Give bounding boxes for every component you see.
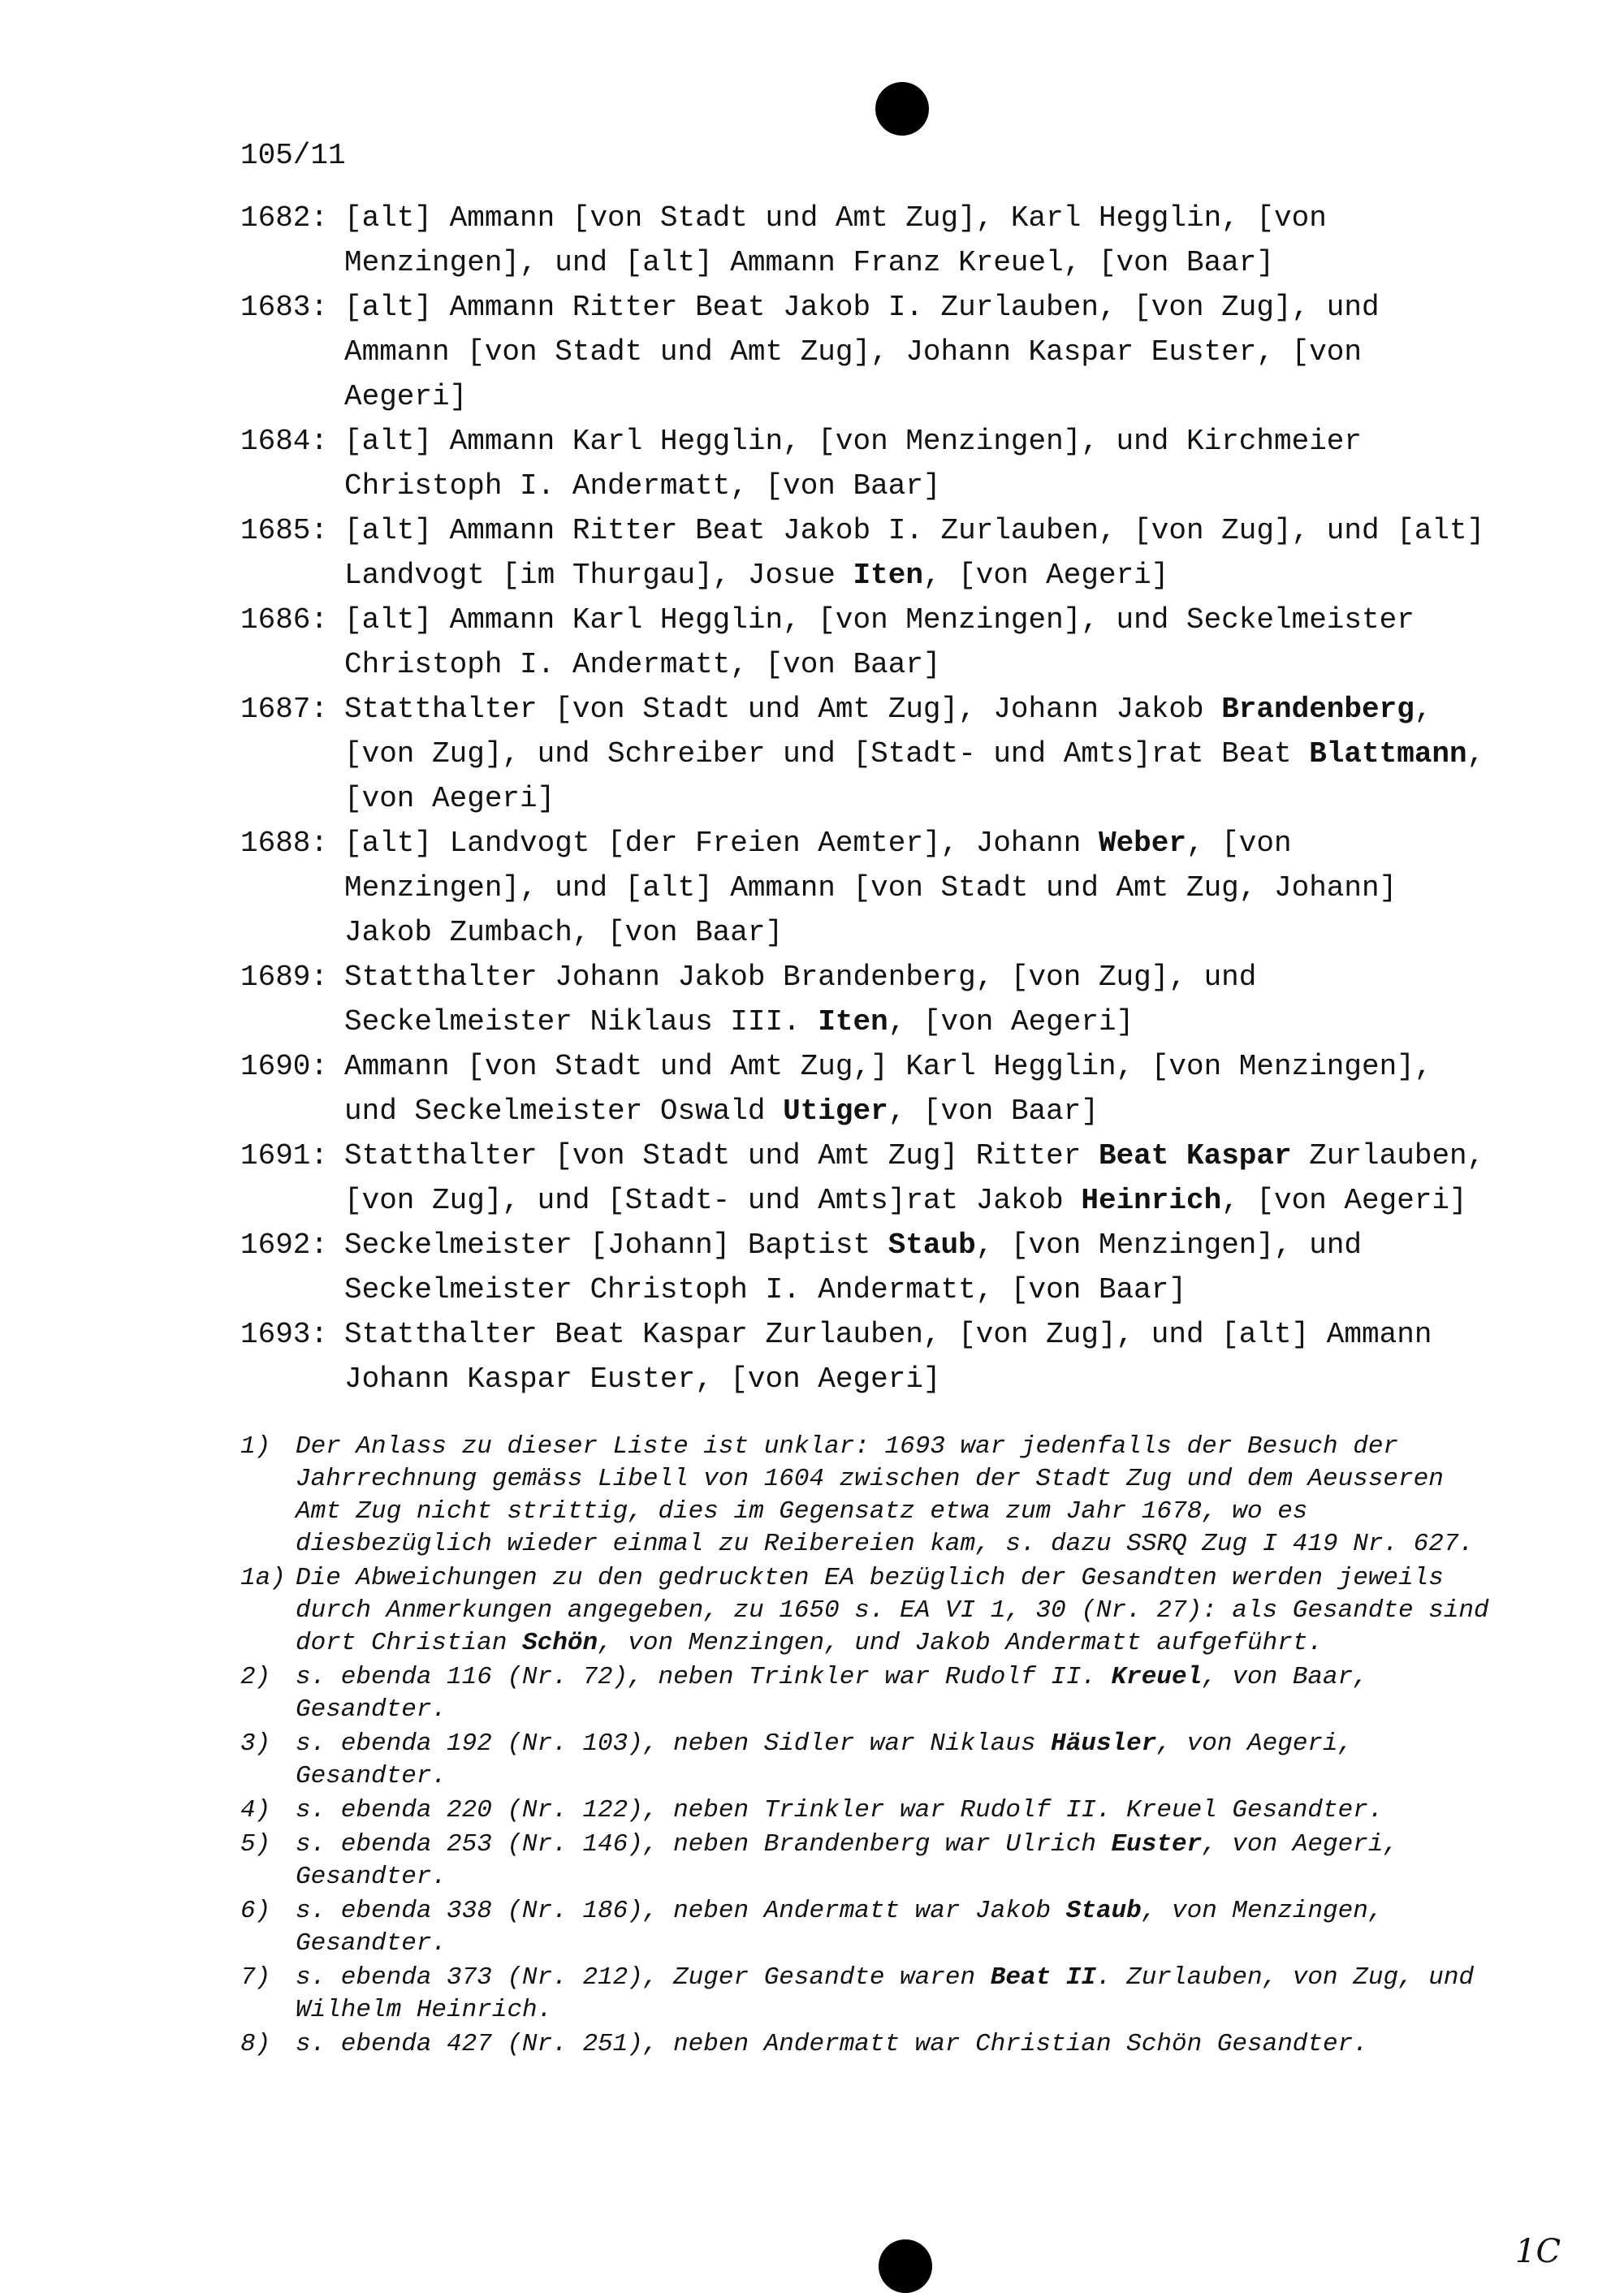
entry-text [344,1223,1491,1312]
bold-name: Staub [1065,1897,1142,1925]
entry-row [240,508,1491,598]
text-segment: , [von Menzingen], und [alt] Ammann [von Stadt und Amt Zug, Johann] Jakob Zumbach, [von Baar] [344,827,1397,949]
text-segment: Statthalter Beat Kaspar Zurlauben, [von Zug], und [alt] Ammann Johann Kaspar Euster, [von Aegeri] [344,1318,1432,1396]
footnote-mark: 5) [240,1830,271,1859]
text-segment: [alt] Ammann Karl Hegglin, [von Menzingen], und Seckelmeister Christoph I. Andermatt, [von Baar] [344,603,1415,681]
text-segment: s. ebenda 116 (Nr. 72), neben Trinkler war Rudolf II. [296,1663,1096,1691]
footnote-mark: 6) [240,1897,271,1925]
text-segment: , [von Aegeri] [344,737,1485,815]
bold-name: Blattmann [1309,737,1467,771]
entry-year: 1688: [240,827,329,860]
text-segment: , von Menzingen, und Jakob Andermatt aufgeführt. [598,1629,1324,1657]
text-segment: , [von Aegeri] [888,1005,1134,1039]
entry-year: 1692: [240,1229,329,1262]
text-segment: s. ebenda 220 (Nr. 122), neben Trinkler war Rudolf II. Kreuel Gesandter. [296,1796,1384,1824]
footnote-mark: 8) [240,2030,271,2058]
punch-hole-top [875,82,929,136]
entry-text [344,955,1491,1044]
entry-list [240,196,1491,1401]
text-segment: s. ebenda 373 (Nr. 212), Zuger Gesandte waren [296,1963,976,1992]
text-segment: [alt] Ammann Ritter Beat Jakob I. Zurlauben, [von Zug], und Ammann [von Stadt und Amt Zug], Johann Kaspar Euster, [von Aegeri] [344,291,1380,413]
footnote [240,1829,1491,1894]
footnote-mark: 7) [240,1963,271,1992]
punch-hole-bottom [879,2239,932,2293]
entry-year: 1683: [240,291,329,324]
text-segment: , [von Menzingen], und Seckelmeister Christoph I. Andermatt, [von Baar] [344,1229,1363,1306]
bold-name: Schön [522,1629,598,1657]
handwritten-page-mark: 1C [1515,2233,1561,2270]
text-segment: Ammann [von Stadt und Amt Zug,] Karl Hegglin, [von Menzingen], und Seckelmeister Oswald [344,1050,1432,1128]
footnote-text [296,1728,1491,1793]
entry-text [344,821,1491,955]
text-segment: Seckelmeister [Johann] Baptist [344,1229,871,1262]
bold-name: Iten [853,559,923,592]
footnote-text [296,1431,1491,1561]
text-segment: . Zurlauben, von Zug, und Wilhelm Heinrich. [296,1963,1475,2024]
footnote [240,2028,1491,2061]
text-segment: , [von Baar] [888,1095,1099,1128]
text-segment: , von Aegeri, Gesandter. [296,1830,1399,1891]
footnote-list [240,1431,1491,2062]
text-segment: [alt] Ammann [von Stadt und Amt Zug], Karl Hegglin, [von Menzingen], und [alt] Ammann Franz Kreuel, [von Baar] [344,201,1327,279]
text-segment: Statthalter [von Stadt und Amt Zug], Johann Jakob [344,693,1204,726]
bold-name: Kreuel [1111,1663,1203,1691]
entry-row [240,1134,1491,1223]
footnote-text [296,1562,1491,1660]
footnote [240,1431,1491,1561]
bold-name: Utiger [783,1095,888,1128]
entry-row [240,1044,1491,1134]
footnote-text [296,1661,1491,1726]
footnote [240,1661,1491,1726]
bold-name: Staub [888,1229,976,1262]
footnote-mark: 2) [240,1663,271,1691]
entry-row [240,687,1491,821]
entry-year: 1685: [240,514,329,547]
text-segment: s. ebenda 253 (Nr. 146), neben Brandenberg war Ulrich [296,1830,1096,1859]
entry-row [240,285,1491,419]
text-segment: , [von Aegeri] [922,559,1169,592]
text-segment: , von Menzingen, Gesandter. [296,1897,1384,1958]
bold-name: Weber [1098,827,1186,860]
text-segment: , von Aegeri, Gesandter. [296,1729,1354,1790]
entry-row [240,196,1491,285]
footnote-mark: 1a) [240,1564,286,1592]
entry-text [344,598,1491,687]
text-segment: , von Baar, Gesandter. [296,1663,1368,1724]
text-segment: Zurlauben, [von Zug], und [Stadt- und Amts]rat Jakob [344,1139,1485,1217]
entry-text [344,1044,1491,1134]
bold-name: Heinrich [1081,1184,1222,1217]
footnote [240,1728,1491,1793]
footnote [240,1794,1491,1827]
footnote [240,1562,1491,1660]
entry-text [344,196,1491,285]
entry-text [344,419,1491,508]
bold-name: Beat II [990,1963,1096,1992]
entry-year: 1689: [240,961,329,994]
entry-row [240,821,1491,955]
footnote-text [296,1794,1491,1827]
footnote-text [296,1895,1491,1960]
footnote-mark: 4) [240,1796,271,1824]
footnote-text [296,2028,1491,2061]
entry-year: 1682: [240,201,329,235]
footnote [240,1962,1491,2027]
text-segment: , [von Zug], und Schreiber und [Stadt- und Amts]rat Beat [344,693,1432,771]
bold-name: Euster [1111,1830,1203,1859]
entry-year: 1693: [240,1318,329,1351]
text-segment: [alt] Landvogt [der Freien Aemter], Johann [344,827,1082,860]
footnote-mark: 3) [240,1729,271,1758]
bold-name: Häusler [1051,1729,1157,1758]
entry-year: 1684: [240,425,329,458]
footnote-text [296,1829,1491,1894]
text-segment: s. ebenda 427 (Nr. 251), neben Andermatt war Christian Schön Gesandter. [296,2030,1368,2058]
entry-row [240,1312,1491,1401]
text-segment: Statthalter [von Stadt und Amt Zug] Ritter [344,1139,1082,1172]
text-segment: , [von Aegeri] [1221,1184,1467,1217]
text-segment: Statthalter Johann Jakob Brandenberg, [von Zug], und Seckelmeister Niklaus III. [344,961,1257,1039]
footnote [240,1895,1491,1960]
footnote-mark: 1) [240,1432,271,1461]
text-segment: Die Abweichungen zu den gedruckten EA bezüglich der Gesandten werden jeweils durch Anmerkungen angegeben, zu 1650 s. EA VI 1, 30 (Nr. 27): als Gesandte sind dort Christian [296,1564,1489,1657]
text-segment: [alt] Ammann Ritter Beat Jakob I. Zurlauben, [von Zug], und [alt] Landvogt [im Thurgau], Josue [344,514,1485,592]
entry-text [344,687,1491,821]
entry-year: 1687: [240,693,329,726]
entry-text [344,1134,1491,1223]
bold-name: Brandenberg [1221,693,1415,726]
text-segment: s. ebenda 192 (Nr. 103), neben Sidler war Niklaus [296,1729,1036,1758]
entry-row [240,955,1491,1044]
entry-year: 1686: [240,603,329,637]
entry-row [240,598,1491,687]
footnote-text [296,1962,1491,2027]
entry-year: 1690: [240,1050,329,1083]
text-segment: Der Anlass zu dieser Liste ist unklar: 1693 war jedenfalls der Besuch der Jahrrechnung gemäss Libell von 1604 zwischen der Stadt Zug und dem Aeusseren Amt Zug nicht strittig, dies im Gegensatz etwa zum Jahr 1678, wo es diesbezüglich wieder einmal zu Reibereien kam, s. dazu SSRQ Zug I 419 Nr. 627. [296,1432,1475,1558]
page-number: 105/11 [240,139,346,172]
bold-name: Iten [818,1005,888,1039]
entry-text [344,508,1491,598]
entry-text [344,1312,1491,1401]
entry-row [240,419,1491,508]
entry-row [240,1223,1491,1312]
entry-text [344,285,1491,419]
text-segment: [alt] Ammann Karl Hegglin, [von Menzingen], und Kirchmeier Christoph I. Andermatt, [von Baar] [344,425,1363,503]
bold-name: Beat Kaspar [1098,1139,1292,1172]
entry-year: 1691: [240,1139,329,1172]
text-segment: s. ebenda 338 (Nr. 186), neben Andermatt war Jakob [296,1897,1052,1925]
